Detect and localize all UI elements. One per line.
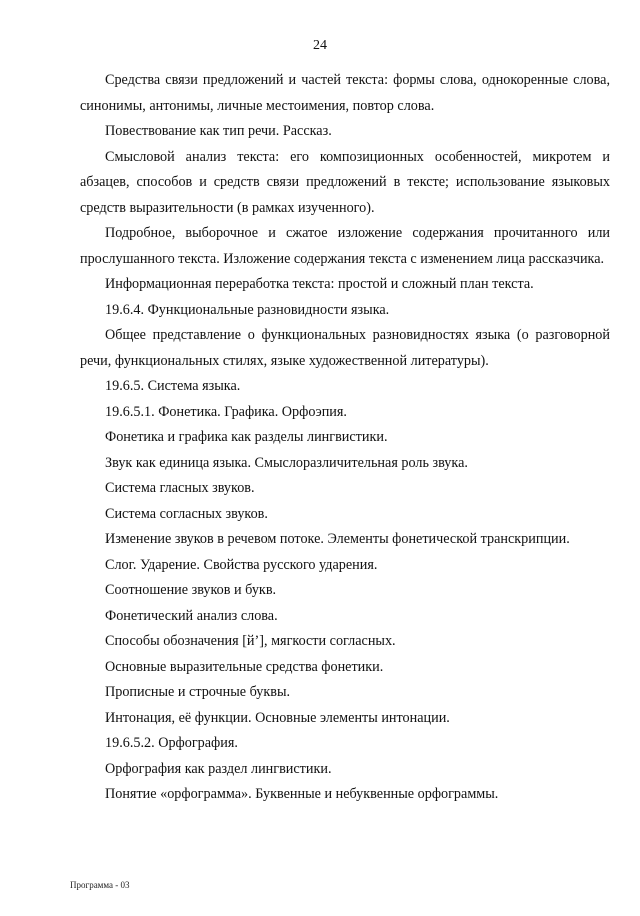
paragraph: Прописные и строчные буквы.: [105, 684, 291, 700]
paragraph: Орфография как раздел лингвистики.: [105, 760, 332, 777]
section-heading: 19.6.4. Функциональные разновидности языка.: [105, 301, 390, 318]
paragraph: Звук как единица языка. Смыслоразличительная роль звука.: [105, 454, 468, 471]
paragraph: Фонетический анализ слова.: [105, 607, 278, 624]
paragraph: Информационная переработка текста: простой и сложный план текста.: [105, 276, 534, 292]
paragraph: Средства связи предложений и частей текста: формы слова, однокоренные слова, синонимы, антонимы, личные местоимения, повтор слова.: [80, 72, 610, 114]
paragraph: Система согласных звуков.: [105, 505, 268, 522]
paragraph: Фонетика и графика как разделы лингвистики.: [105, 429, 388, 445]
page-number: 24: [313, 38, 327, 53]
paragraph: Основные выразительные средства фонетики.: [105, 658, 384, 675]
paragraph: Система гласных звуков.: [105, 480, 255, 496]
paragraph: Способы обозначения [й’], мягкости согласных.: [105, 633, 396, 649]
section-heading: 19.6.5.2. Орфография.: [105, 735, 238, 751]
paragraph: Интонация, её функции. Основные элементы интонации.: [105, 709, 450, 726]
page-content: [80, 68, 610, 808]
section-heading: 19.6.5.1. Фонетика. Графика. Орфоэпия.: [105, 403, 347, 420]
paragraph: Изменение звуков в речевом потоке. Элементы фонетической транскрипции.: [105, 531, 570, 547]
section-heading: 19.6.5. Система языка.: [105, 378, 241, 394]
paragraph: Понятие «орфограмма». Буквенные и небуквенные орфограммы.: [105, 786, 499, 802]
paragraph: Подробное, выборочное и сжатое изложение содержания прочитанного или прослушанного текста. Изложение содержания текста с изменением лица рассказчика.: [80, 225, 610, 267]
paragraph: Соотношение звуков и букв.: [105, 582, 277, 598]
paragraph: Слог. Ударение. Свойства русского ударения.: [105, 556, 378, 573]
paragraph: Общее представление о функциональных разновидностях языка (о разговорной речи, функциональных стилях, языке художественной литературы).: [80, 327, 610, 369]
paragraph: Смысловой анализ текста: его композиционных особенностей, микротем и абзацев, способов и средств связи предложений в тексте; использование языковых средств выразительности (в рамках изученного).: [80, 148, 610, 216]
page-footer: Программа - 03: [70, 880, 130, 890]
paragraph: Повествование как тип речи. Рассказ.: [105, 123, 332, 139]
